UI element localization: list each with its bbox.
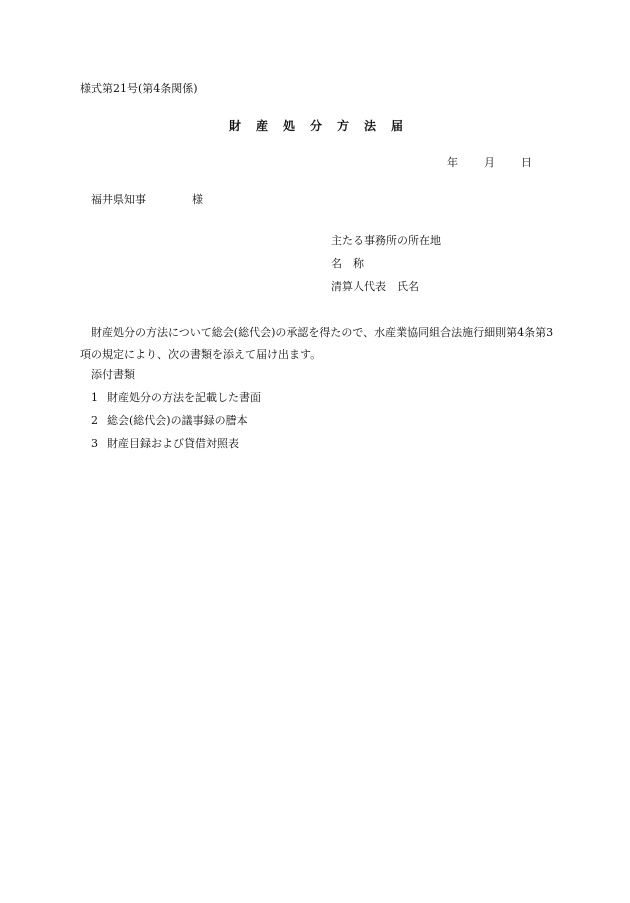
applicant-block [331, 234, 441, 303]
attachment-item [91, 437, 261, 450]
document-title: 財産処分方法届 [229, 119, 419, 133]
attachments-heading: 添付書類 [91, 368, 135, 381]
addressee-name: 福井県知事 [91, 193, 146, 206]
attachment-number: 2 [91, 414, 98, 427]
attachment-text: 財産処分の方法を記載した書面 [107, 391, 261, 404]
body-text: 財産処分の方法について総会(総代会)の承認を得たので、水産業協同組合法施行細則第4条第3項の規定により、次の書類を添えて届け出ます。 [80, 326, 554, 361]
attachment-item [91, 414, 261, 427]
address-label: 主たる事務所の所在地 [331, 234, 441, 247]
addressee [91, 193, 203, 206]
attachment-item [91, 391, 261, 404]
date-month-label: 月 [484, 156, 495, 169]
representative-label: 清算人代表 氏名 [331, 280, 419, 293]
date-year-label: 年 [447, 156, 458, 169]
attachment-number: 1 [91, 391, 98, 404]
attachment-text: 総会(総代会)の議事録の謄本 [107, 414, 248, 427]
form-number: 様式第21号(第4条関係) [80, 82, 198, 95]
name-label: 名 称 [331, 257, 364, 270]
date-day-label: 日 [521, 156, 532, 169]
attachments-list [91, 391, 261, 460]
attachment-text: 財産目録および貸借対照表 [107, 437, 239, 450]
date-line [447, 156, 532, 169]
addressee-honorific: 様 [192, 193, 203, 206]
attachment-number: 3 [91, 437, 98, 450]
